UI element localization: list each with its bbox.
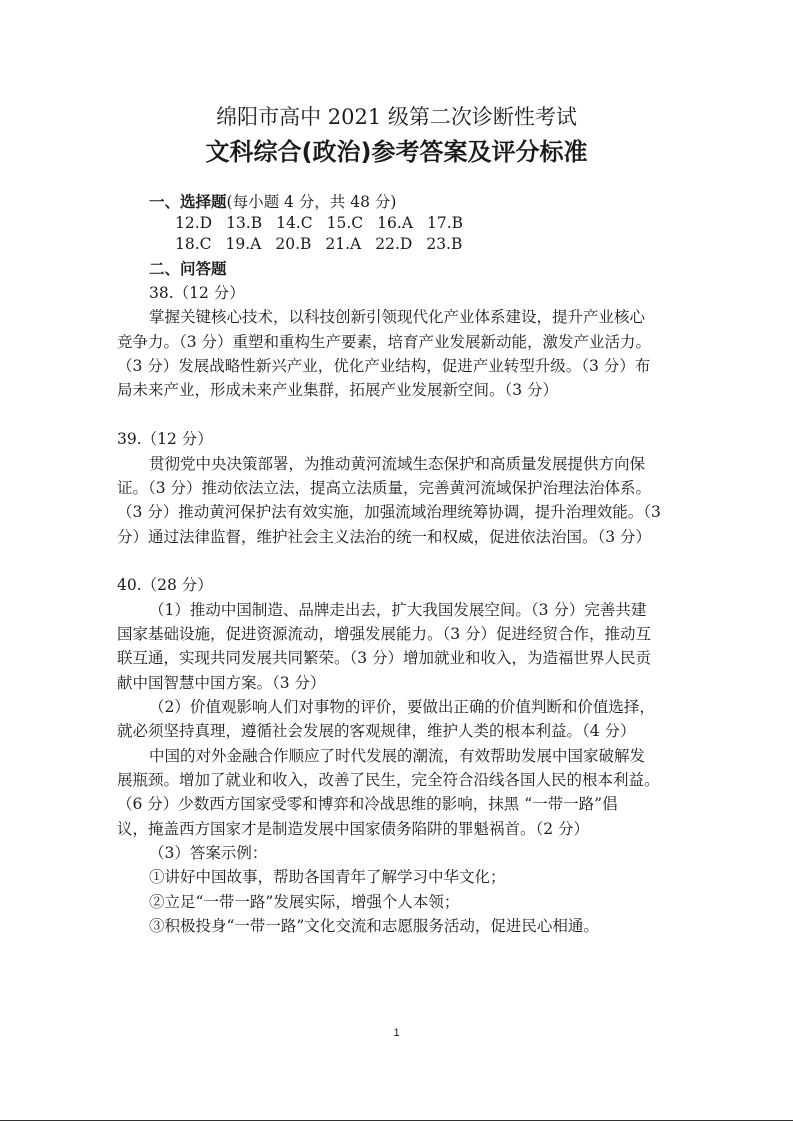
- answer-item: 18.C: [175, 235, 212, 253]
- q39-line: 分）通过法律监督，维护社会主义法治的统一和权威，促进依法治国。（3 分）: [117, 528, 652, 546]
- q39-line: 证。（3 分）推动依法立法，提高立法质量，完善黄河流域保护治理法治体系。: [117, 479, 652, 497]
- q38-line: 掌握关键核心技术，以科技创新引领现代化产业体系建设，提升产业核心: [149, 308, 646, 326]
- answer-item: 23.B: [426, 235, 463, 253]
- q40-part3-line: ③积极投身“一带一路”文化交流和志愿服务活动，促进民心相通。: [149, 917, 599, 935]
- answer-item: 22.D: [375, 235, 413, 253]
- q40-part2-line: 就必须坚持真理，遵循社会发展的客观规律，维护人类的根本利益。（4 分）: [117, 722, 636, 740]
- q40-part2-line: 展瓶颈。增加了就业和收入，改善了民生，完全符合沿线各国人民的根本利益。: [117, 771, 660, 789]
- answer-item: 12.D: [175, 214, 213, 232]
- q40-part1-line: 国家基础设施，促进资源流动，增强发展能力。（3 分）促进经贸合作，推动互: [117, 625, 652, 643]
- q40-part1-line: 联互通，实现共同发展共同繁荣。（3 分）增加就业和收入，为造福世界人民贡: [117, 649, 652, 667]
- q38-line: 竞争力。（3 分）重塑和重构生产要素，培育产业发展新动能，激发产业活力。: [117, 333, 652, 351]
- q40-part3-line: （3）答案示例：: [149, 844, 268, 862]
- page-number: 1: [393, 1027, 400, 1039]
- answers-row-1: [175, 213, 477, 233]
- page-title-line1: 绵阳市高中 2021 级第二次诊断性考试: [216, 105, 577, 129]
- q39-line: （3 分）推动黄河保护法有效实施，加强流域治理统筹协调，提升治理效能。（3: [117, 503, 661, 521]
- section1-heading: 一、选择题: [149, 193, 227, 211]
- q39-label: 39.（12 分）: [117, 430, 213, 448]
- section2-heading: 二、问答题: [149, 260, 227, 278]
- answers-row-2: [175, 234, 476, 254]
- answer-item: 13.B: [226, 214, 263, 232]
- answer-item: 21.A: [325, 235, 362, 253]
- q40-label: 40.（28 分）: [117, 576, 213, 594]
- q38-label: 38.（12 分）: [149, 284, 245, 302]
- q40-part1-line: （1）推动中国制造、品牌走出去，扩大我国发展空间。（3 分）完善共建: [149, 601, 647, 619]
- q39-line: 贯彻党中央决策部署，为推动黄河流域生态保护和高质量发展提供方向保: [149, 455, 646, 473]
- q40-part3-line: ②立足“一带一路”发展实际，增强个人本领；: [149, 893, 460, 911]
- answer-item: 15.C: [326, 214, 364, 232]
- q38-line: 局未来产业，形成未来产业集群，拓展产业发展新空间。（3 分）: [117, 381, 559, 399]
- answer-item: 17.B: [427, 214, 464, 232]
- answer-item: 14.C: [276, 214, 313, 232]
- answer-item: 16.A: [377, 214, 413, 232]
- q40-part2-line: 议，掩盖西方国家才是制造发展中国家债务陷阱的罪魁祸首。（2 分）: [117, 820, 590, 838]
- page-title-line2: 文科综合(政治)参考答案及评分标准: [205, 138, 588, 166]
- answer-item: 20.B: [275, 235, 312, 253]
- page-bottom-divider: [0, 1120, 793, 1121]
- section1-note: (每小题 4 分，共 48 分): [226, 193, 397, 211]
- q40-part3-line: ①讲好中国故事，帮助各国青年了解学习中华文化；: [149, 868, 506, 886]
- section1-header: [149, 192, 396, 212]
- q40-part1-line: 献中国智慧中国方案。（3 分）: [117, 674, 326, 692]
- answer-item: 19.A: [225, 235, 262, 253]
- q40-part2-line: （6 分）少数西方国家受零和博弈和冷战思维的影响，抹黑 “一带一路”倡: [117, 795, 618, 813]
- q38-line: （3 分）发展战略性新兴产业，优化产业结构，促进产业转型升级。（3 分）布: [117, 357, 651, 375]
- q40-part2-line: 中国的对外金融合作顺应了时代发展的潮流，有效帮助发展中国家破解发: [149, 747, 646, 765]
- q40-part2-line: （2）价值观影响人们对事物的评价，要做出正确的价值判断和价值选择，: [149, 698, 655, 716]
